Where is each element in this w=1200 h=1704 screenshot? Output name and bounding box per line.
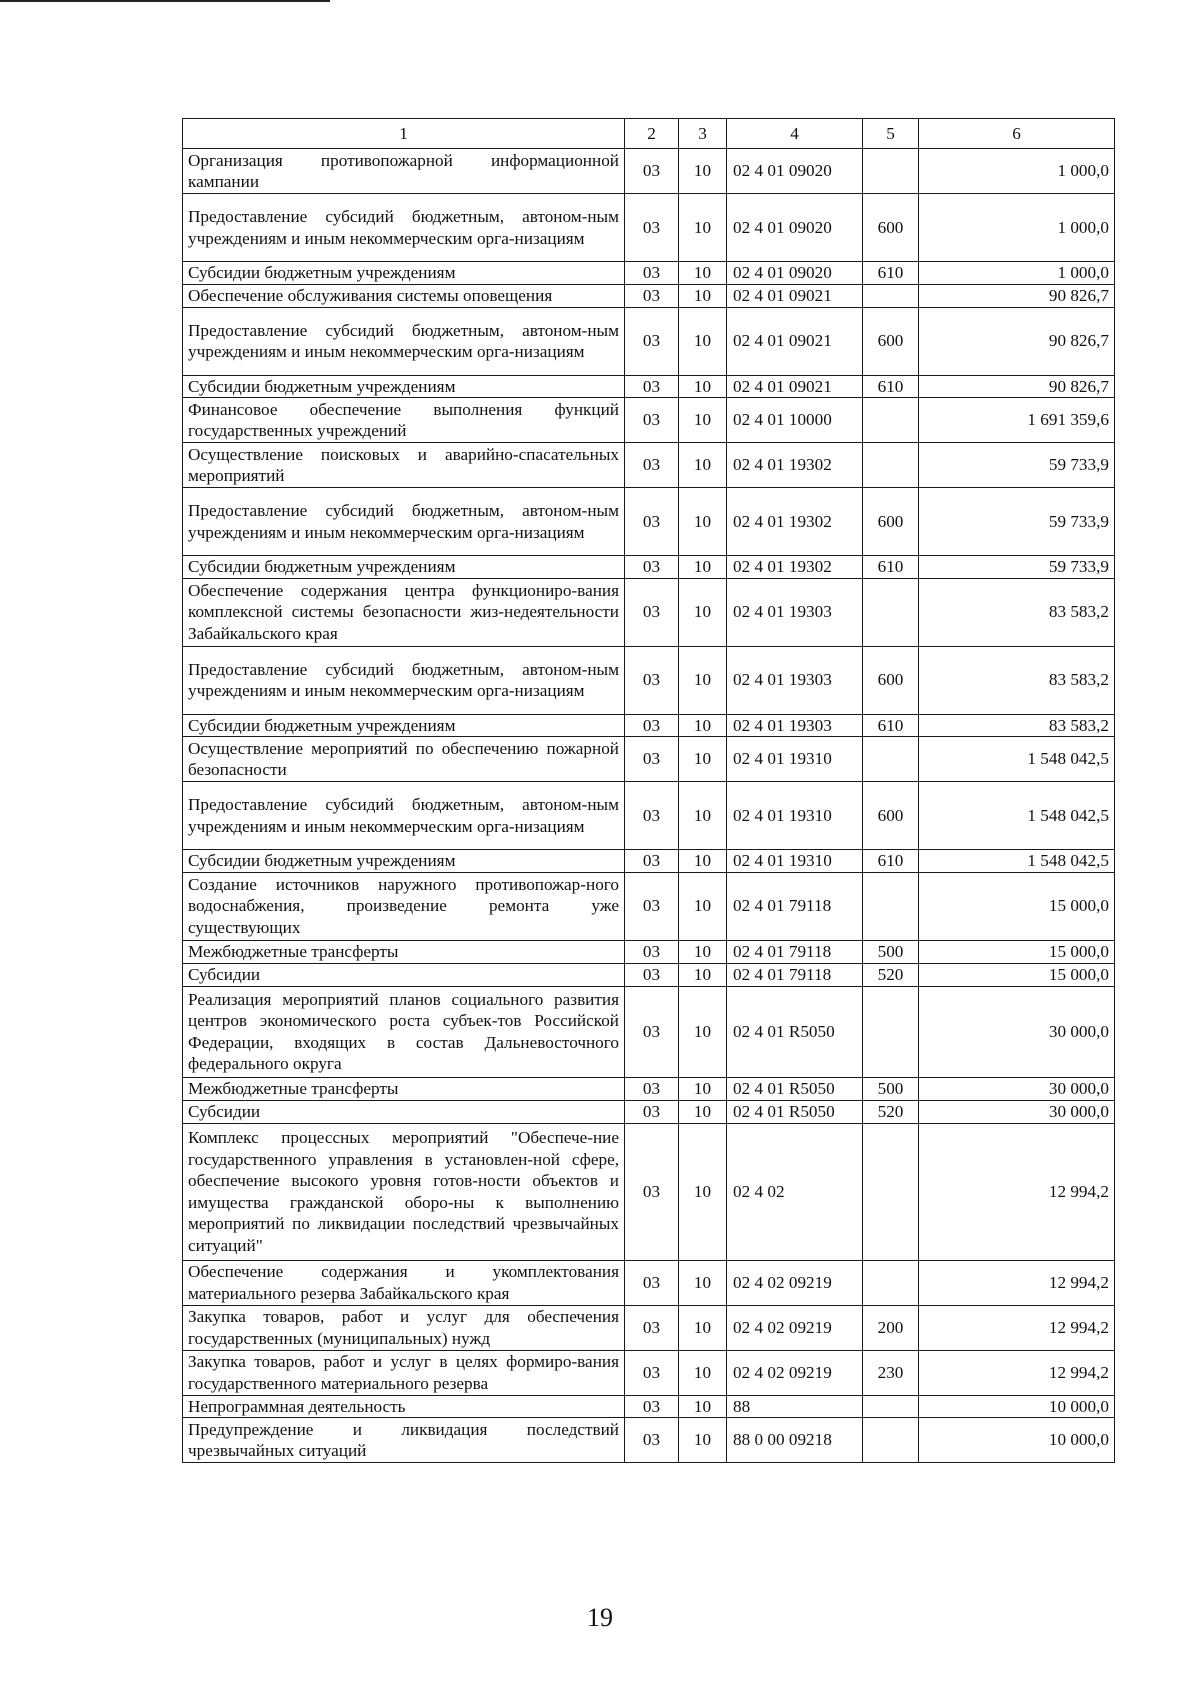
row-name: Финансовое обеспечение выполнения функций государственных учреждений (183, 398, 625, 443)
table-row (183, 963, 1115, 986)
row-name: Осуществление поисковых и аварийно-спасательных мероприятий (183, 443, 625, 488)
row-section: 03 (625, 714, 679, 737)
row-section: 03 (625, 284, 679, 307)
row-section: 03 (625, 1350, 679, 1395)
page-number: 19 (587, 1603, 613, 1632)
row-expense-type: 600 (863, 307, 919, 375)
row-subsection: 10 (679, 940, 727, 963)
row-expense-type: 600 (863, 782, 919, 850)
table-row (183, 149, 1115, 194)
row-section: 03 (625, 737, 679, 782)
row-amount: 12 994,2 (919, 1350, 1115, 1395)
header-col-1: 1 (183, 119, 625, 149)
row-section: 03 (625, 488, 679, 556)
header-col-3: 3 (679, 119, 727, 149)
row-target-item: 02 4 01 R5050 (727, 986, 863, 1077)
row-section: 03 (625, 149, 679, 194)
row-expense-type (863, 737, 919, 782)
row-subsection: 10 (679, 1077, 727, 1100)
row-expense-type (863, 1123, 919, 1260)
row-name: Межбюджетные трансферты (183, 1077, 625, 1100)
table-row (183, 940, 1115, 963)
row-subsection: 10 (679, 1395, 727, 1418)
row-amount: 1 691 359,6 (919, 398, 1115, 443)
row-name: Предоставление субсидий бюджетным, автоном-ным учреждениям и иным некоммерческим орга-низациям (183, 307, 625, 375)
row-subsection: 10 (679, 488, 727, 556)
row-expense-type: 610 (863, 850, 919, 873)
table-row (183, 714, 1115, 737)
row-subsection: 10 (679, 443, 727, 488)
row-name: Субсидии бюджетным учреждениям (183, 714, 625, 737)
row-target-item: 02 4 01 19303 (727, 578, 863, 646)
table-row (183, 284, 1115, 307)
row-section: 03 (625, 963, 679, 986)
row-subsection: 10 (679, 1260, 727, 1305)
row-expense-type: 600 (863, 194, 919, 262)
row-expense-type: 610 (863, 375, 919, 398)
row-name: Обеспечение содержания и укомплектования материального резерва Забайкальского края (183, 1260, 625, 1305)
row-name: Реализация мероприятий планов социального развития центров экономического роста субъек-тов Российской Федерации, входящих в состав Дальневосточного федерального округа (183, 986, 625, 1077)
row-target-item: 02 4 01 19310 (727, 737, 863, 782)
row-subsection: 10 (679, 782, 727, 850)
row-expense-type: 230 (863, 1350, 919, 1395)
row-target-item: 02 4 01 09020 (727, 149, 863, 194)
row-target-item: 02 4 01 19302 (727, 488, 863, 556)
row-target-item: 02 4 02 09219 (727, 1305, 863, 1350)
row-expense-type (863, 1418, 919, 1463)
row-expense-type: 610 (863, 262, 919, 285)
row-subsection: 10 (679, 284, 727, 307)
row-section: 03 (625, 1260, 679, 1305)
row-expense-type: 610 (863, 714, 919, 737)
table-row (183, 488, 1115, 556)
row-section: 03 (625, 556, 679, 579)
row-target-item: 02 4 01 19303 (727, 714, 863, 737)
row-section: 03 (625, 1395, 679, 1418)
row-amount: 15 000,0 (919, 963, 1115, 986)
row-target-item: 88 0 00 09218 (727, 1418, 863, 1463)
row-expense-type: 500 (863, 1077, 919, 1100)
row-section: 03 (625, 782, 679, 850)
row-amount: 1 000,0 (919, 262, 1115, 285)
table-row (183, 1077, 1115, 1100)
row-amount: 1 548 042,5 (919, 850, 1115, 873)
row-subsection: 10 (679, 1350, 727, 1395)
row-amount: 12 994,2 (919, 1305, 1115, 1350)
row-name: Субсидии (183, 963, 625, 986)
row-name: Обеспечение обслуживания системы оповещения (183, 284, 625, 307)
row-expense-type (863, 284, 919, 307)
table-row (183, 262, 1115, 285)
table-row (183, 556, 1115, 579)
header-col-4: 4 (727, 119, 863, 149)
row-section: 03 (625, 986, 679, 1077)
row-subsection: 10 (679, 714, 727, 737)
row-subsection: 10 (679, 986, 727, 1077)
row-name: Комплекс процессных мероприятий "Обеспече-ние государственного управления в установлен-ной сфере, обеспечение высокого уровня готов-ности объектов и имущества гражданской оборо-ны к выполнению мероприятий по ликвидации последствий чрезвычайных ситуаций" (183, 1123, 625, 1260)
row-subsection: 10 (679, 398, 727, 443)
row-subsection: 10 (679, 307, 727, 375)
row-expense-type: 600 (863, 646, 919, 714)
row-name: Закупка товаров, работ и услуг для обеспечения государственных (муниципальных) нужд (183, 1305, 625, 1350)
row-target-item: 88 (727, 1395, 863, 1418)
row-target-item: 02 4 01 09021 (727, 307, 863, 375)
row-subsection: 10 (679, 1123, 727, 1260)
row-subsection: 10 (679, 646, 727, 714)
row-amount: 59 733,9 (919, 443, 1115, 488)
row-subsection: 10 (679, 194, 727, 262)
row-amount: 30 000,0 (919, 1100, 1115, 1123)
row-amount: 1 548 042,5 (919, 737, 1115, 782)
row-name: Непрограммная деятельность (183, 1395, 625, 1418)
row-name: Создание источников наружного противопожар-ного водоснабжения, произведение ремонта уже существующих (183, 872, 625, 940)
header-col-5: 5 (863, 119, 919, 149)
row-expense-type (863, 398, 919, 443)
row-section: 03 (625, 646, 679, 714)
row-amount: 59 733,9 (919, 488, 1115, 556)
row-subsection: 10 (679, 1305, 727, 1350)
row-target-item: 02 4 01 19302 (727, 556, 863, 579)
row-section: 03 (625, 398, 679, 443)
row-section: 03 (625, 262, 679, 285)
row-section: 03 (625, 850, 679, 873)
row-target-item: 02 4 01 09020 (727, 262, 863, 285)
row-name: Субсидии бюджетным учреждениям (183, 375, 625, 398)
row-subsection: 10 (679, 737, 727, 782)
table-row (183, 194, 1115, 262)
row-name: Субсидии бюджетным учреждениям (183, 556, 625, 579)
row-target-item: 02 4 01 09020 (727, 194, 863, 262)
row-section: 03 (625, 1077, 679, 1100)
row-amount: 1 548 042,5 (919, 782, 1115, 850)
table-row (183, 375, 1115, 398)
row-expense-type: 610 (863, 556, 919, 579)
scan-edge-line (0, 0, 330, 2)
row-expense-type (863, 578, 919, 646)
table-row (183, 850, 1115, 873)
row-name: Организация противопожарной информационной кампании (183, 149, 625, 194)
table-row (183, 1418, 1115, 1463)
row-expense-type: 520 (863, 963, 919, 986)
row-name: Предупреждение и ликвидация последствий чрезвычайных ситуаций (183, 1418, 625, 1463)
row-target-item: 02 4 01 79118 (727, 872, 863, 940)
row-target-item: 02 4 01 19310 (727, 850, 863, 873)
row-amount: 90 826,7 (919, 375, 1115, 398)
row-section: 03 (625, 1418, 679, 1463)
row-name: Субсидии бюджетным учреждениям (183, 850, 625, 873)
row-amount: 90 826,7 (919, 307, 1115, 375)
row-amount: 10 000,0 (919, 1418, 1115, 1463)
row-subsection: 10 (679, 963, 727, 986)
row-target-item: 02 4 01 R5050 (727, 1100, 863, 1123)
row-target-item: 02 4 01 79118 (727, 963, 863, 986)
row-subsection: 10 (679, 850, 727, 873)
table-row (183, 398, 1115, 443)
row-section: 03 (625, 940, 679, 963)
row-amount: 1 000,0 (919, 194, 1115, 262)
row-target-item: 02 4 01 19303 (727, 646, 863, 714)
row-expense-type (863, 1395, 919, 1418)
row-subsection: 10 (679, 556, 727, 579)
row-expense-type (863, 986, 919, 1077)
row-section: 03 (625, 872, 679, 940)
row-section: 03 (625, 443, 679, 488)
row-amount: 90 826,7 (919, 284, 1115, 307)
row-subsection: 10 (679, 1100, 727, 1123)
row-target-item: 02 4 01 09021 (727, 375, 863, 398)
row-amount: 10 000,0 (919, 1395, 1115, 1418)
table-row (183, 443, 1115, 488)
row-target-item: 02 4 01 19310 (727, 782, 863, 850)
row-name: Обеспечение содержания центра функциониро-вания комплексной системы безопасности жиз-недеятельности Забайкальского края (183, 578, 625, 646)
row-amount: 83 583,2 (919, 578, 1115, 646)
row-subsection: 10 (679, 149, 727, 194)
row-target-item: 02 4 02 (727, 1123, 863, 1260)
row-target-item: 02 4 01 R5050 (727, 1077, 863, 1100)
row-expense-type: 520 (863, 1100, 919, 1123)
row-target-item: 02 4 02 09219 (727, 1350, 863, 1395)
header-col-6: 6 (919, 119, 1115, 149)
row-name: Предоставление субсидий бюджетным, автоном-ным учреждениям и иным некоммерческим орга-низациям (183, 488, 625, 556)
row-name: Закупка товаров, работ и услуг в целях формиро-вания государственного материального резерва (183, 1350, 625, 1395)
table-row (183, 1100, 1115, 1123)
row-name: Предоставление субсидий бюджетным, автоном-ным учреждениям и иным некоммерческим орга-низациям (183, 782, 625, 850)
row-amount: 1 000,0 (919, 149, 1115, 194)
row-subsection: 10 (679, 1418, 727, 1463)
row-expense-type (863, 443, 919, 488)
row-expense-type (863, 872, 919, 940)
row-target-item: 02 4 02 09219 (727, 1260, 863, 1305)
table-row (183, 872, 1115, 940)
row-name: Межбюджетные трансферты (183, 940, 625, 963)
row-subsection: 10 (679, 375, 727, 398)
row-subsection: 10 (679, 578, 727, 646)
budget-table (182, 118, 1115, 1463)
row-expense-type: 600 (863, 488, 919, 556)
row-expense-type (863, 149, 919, 194)
table-row (183, 986, 1115, 1077)
row-section: 03 (625, 1123, 679, 1260)
table-row (183, 737, 1115, 782)
row-name: Субсидии бюджетным учреждениям (183, 262, 625, 285)
row-section: 03 (625, 1305, 679, 1350)
table-row (183, 307, 1115, 375)
table-body (183, 119, 1115, 1463)
row-section: 03 (625, 194, 679, 262)
row-section: 03 (625, 1100, 679, 1123)
row-expense-type: 200 (863, 1305, 919, 1350)
row-amount: 15 000,0 (919, 872, 1115, 940)
row-amount: 15 000,0 (919, 940, 1115, 963)
row-target-item: 02 4 01 09021 (727, 284, 863, 307)
row-amount: 83 583,2 (919, 646, 1115, 714)
table-row (183, 1350, 1115, 1395)
row-name: Предоставление субсидий бюджетным, автоном-ным учреждениям и иным некоммерческим орга-низациям (183, 194, 625, 262)
table-row (183, 1123, 1115, 1260)
row-subsection: 10 (679, 262, 727, 285)
row-section: 03 (625, 578, 679, 646)
row-amount: 30 000,0 (919, 986, 1115, 1077)
row-target-item: 02 4 01 79118 (727, 940, 863, 963)
table-row (183, 1305, 1115, 1350)
row-amount: 30 000,0 (919, 1077, 1115, 1100)
row-expense-type: 500 (863, 940, 919, 963)
row-section: 03 (625, 375, 679, 398)
table-row (183, 782, 1115, 850)
row-amount: 12 994,2 (919, 1123, 1115, 1260)
row-amount: 83 583,2 (919, 714, 1115, 737)
row-subsection: 10 (679, 872, 727, 940)
row-amount: 59 733,9 (919, 556, 1115, 579)
row-section: 03 (625, 307, 679, 375)
table-row (183, 1395, 1115, 1418)
row-amount: 12 994,2 (919, 1260, 1115, 1305)
row-target-item: 02 4 01 10000 (727, 398, 863, 443)
row-name: Осуществление мероприятий по обеспечению пожарной безопасности (183, 737, 625, 782)
header-col-2: 2 (625, 119, 679, 149)
table-row (183, 646, 1115, 714)
table-row (183, 1260, 1115, 1305)
table-header-row (183, 119, 1115, 149)
row-target-item: 02 4 01 19302 (727, 443, 863, 488)
row-name: Субсидии (183, 1100, 625, 1123)
row-expense-type (863, 1260, 919, 1305)
row-name: Предоставление субсидий бюджетным, автоном-ным учреждениям и иным некоммерческим орга-низациям (183, 646, 625, 714)
table-row (183, 578, 1115, 646)
